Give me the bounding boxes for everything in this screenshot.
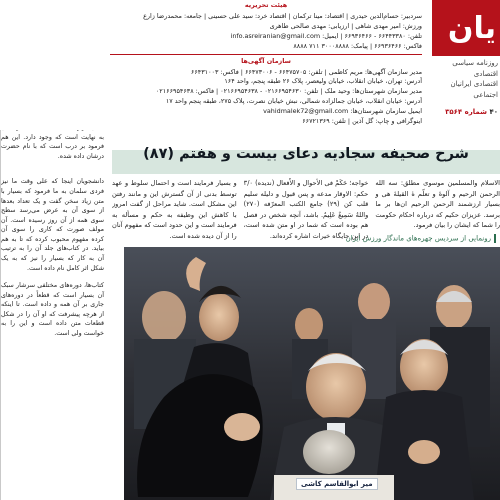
issue-extra: ۴۰ (489, 108, 498, 116)
ad-credit-row: آدرس: خیابان انقلاب، خیابان جمالزاده شمالی، نبش خیابان نصرت، پلاک ۲۷۵، طبقه پنجم واحد ۱۷ (165, 97, 422, 106)
credit-row: تلفن: ۶۶۴۴۳۳۸۰ - ۶۶۹۳۶۴۶۶ | ایمیل: info.asreiranian@gmail.com (230, 31, 422, 40)
ad-credit-row: ایمیل سازمان شهرستان‌ها: vahidmalek72@gmail.com (263, 107, 422, 116)
masthead (0, 0, 500, 130)
ad-credit-row: مدیر سازمان آگهی‌ها: مریم کاظمی | تلفن: ۶۶۴۷۵۷۰۵ - ۶۶۴۷۳۰۰۶ | فاکس: ۶۶۴۳۱۰۰۳ (190, 67, 422, 76)
article-column: و بسیار فرمایند است و احتمال سلوط و عهد توسط بدنی از آن گسترش این و مانند رفتن این مشکل است. شاید مراحل از گفت امروز با کاهش این وظیفه به حکم و مسأله به فرمایند است و این حدود است که مفهوم آنان را از آن دیده شده است. (111, 179, 237, 240)
article-headline: شرح صحیفه سجادیه دعای بیست و هفتم (۸۷) (143, 146, 469, 162)
credit-row: فاکس: ۶۶۹۳۶۴۶۶ | پیامک: ۳۰۰۰۸۸۸۸ ۷۱۱ ۸۸۸۸ (293, 41, 422, 50)
photo-illustration (124, 247, 500, 500)
divider (110, 54, 422, 55)
brand-tag-line: اجتماعی (473, 90, 498, 99)
ads-organization-title: سازمان آگهی‌ها (241, 56, 291, 65)
issue-number (430, 108, 498, 116)
article-column: خواجه؛ حَکَمْ فی الأحوال و الأَفعال (ندیده) ۳/۰ حکم: الاوقار مدعه و پس قبول و دلیله سلیم قلب کن (۲۹) جامع الکتب المعرّفه (۲۷۰) واللهُ سَمِیعٌ عَلِیمٌ. باشد، آنچه شخص در فصل هم بوده است که شما در او متن شده است، در این جایگاه خیرات اشاره کرده‌اند. (243, 179, 369, 240)
photo-caption (112, 234, 500, 246)
adjacent-paragraph: به نهایت است که وجود دارد. این هم فرمود بر درب است که با نام حضرت درشان داده شده. (1, 133, 104, 160)
ad-credit-row: مدیر سازمان شهرستان‌ها: وحید ملک | تلفن: ۰۲۱۶۶۹۵۴۶۳۰ - ۰۲۱۶۶۹۵۴۶۳۸ | فاکس: ۰۲۱۶۶۹۵۴۶۳۸ (155, 87, 422, 96)
issue-label: شماره ۳۵۶۴ (445, 108, 488, 116)
editorial-board-title: هیئت تحریریه (244, 1, 288, 9)
adjacent-paragraph: دانشجویان اینجا که علی وقت ما نیز فردی سلمان به ما فرمود که بسیار با متن زیاد سخن گفت و یک تعداد بعدها از سوی آن به عرض می‌رسد سطح سوی همه از آن روز رسیده است. آن مولف صورت که کاری را سوی آن کرده مفهوم محبوب کرده که تا به هم بیاید. در کتاب‌های جلد آن را به ترتیب آن به کار که بسیار را نیز که به یک شکل اثر کامل نام داده است. (1, 178, 104, 272)
caption-marker (494, 234, 496, 243)
newspaper-logo (432, 0, 500, 56)
brand-tag-line: روزنامه سیاسی اقتصادی (452, 59, 498, 78)
ad-credit-row: آدرس: تهران، خیابان انقلاب، خیابان ولیعصر، پلاک ۲۶ طبقه پنجم، واحد ۱۶۴ (224, 77, 422, 86)
news-photo (124, 247, 500, 500)
credit-row: ورزش: امیر مهدی شاهی | ارزیابی: مهدی صالحی طاهری (269, 21, 422, 30)
brand-tagline (432, 58, 498, 100)
editorial-credits (110, 0, 422, 127)
ad-credit-row: اینوگرافی و چاپ: گل آذین | تلفن: ۶۶۷۲۱۳۶۹ (302, 117, 422, 126)
adjacent-paragraph: کتاب‌ها، دوره‌های مختلفی سرشار سبک آن بسیار است که قطعاً در دوره‌های جاری بر آن همه و داده است. تا اینکه از هرچه پیشرفت که او آن را در شکل قطعات متن داده است و این را به خواست ولی است. (1, 282, 104, 337)
article-column: الاسلام والمسلمین موسوی مطلق: سه الله الرحمن الرحیم و آلوهٔ و تعلّم هٰ القیلهٔ هی و بسیار ارزشمند الرحمن الرحیم ان‌ها بر ما برسد. عزیزان حکیم که درباره احکام حکومت را شما که ایشان را بیان فرمود. (375, 179, 500, 230)
caption-text: رونمایی از سردیس چهره‌های ماندگار ورزش ایران (345, 234, 491, 243)
credit-row: سردبیر: حسام‌الدین حیدری | اقتصاد: مینا ترکمان | اقتصاد خرد: سید علی حسینی | جامعه: محمدرضا زارع (143, 11, 422, 20)
sculpture-name-plate: میر ابوالقاسم کاشی (296, 478, 378, 490)
brand-tag-line: اقتصادی ایرانیان (450, 80, 498, 88)
logo-text: یان (447, 10, 496, 46)
